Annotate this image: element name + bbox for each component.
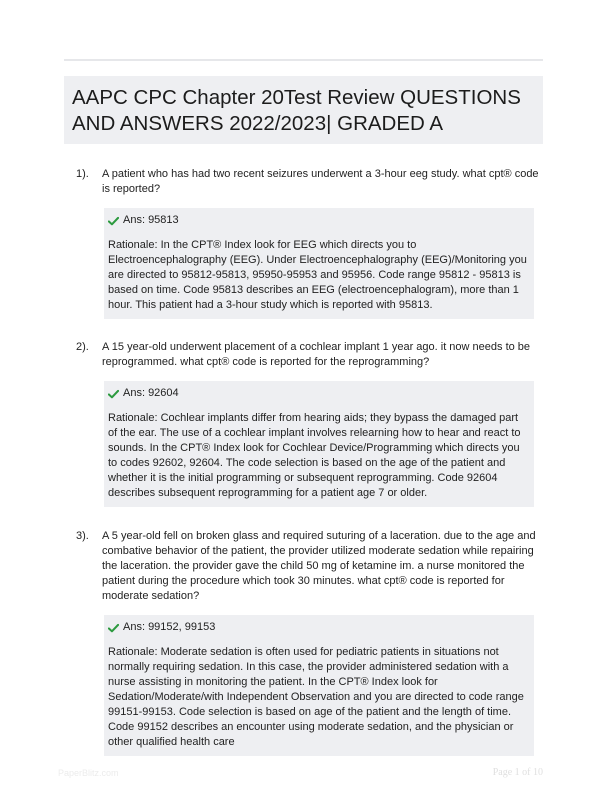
- answer-text: Ans: 92604: [123, 387, 179, 399]
- answer-text: Ans: 95813: [123, 214, 179, 226]
- question-number: 1).: [76, 168, 89, 180]
- rationale-text: Rationale: In the CPT® Index look for EEG which directs you to Electroencephalography (EEG). Under Electroencephalography (EEG)/Monitoring you are directed to 95812-95813, 95950-95953 and 95956. Code range 95812 - 95813 is based on time. Code 95813 describes an EEG (electroencephalogram), more than 1 hour. This patient had a 3-hour study which is reported with 95813.: [108, 239, 527, 311]
- checkmark-icon: [108, 216, 119, 226]
- top-divider: [64, 59, 543, 61]
- answer-line: [108, 213, 529, 228]
- question-text: A patient who has had two recent seizures underwent a 3-hour eeg study. what cpt® code is reported?: [102, 168, 539, 195]
- title-banner: [64, 76, 543, 144]
- question-text: A 15 year-old underwent placement of a cochlear implant 1 year ago. it now needs to be reprogrammed. what cpt® code is reported for the reprogramming?: [102, 341, 531, 368]
- answer-text: Ans: 99152, 99153: [123, 621, 216, 633]
- checkmark-icon: [108, 623, 119, 633]
- document-title: AAPC CPC Chapter 20Test Review QUESTIONS AND ANSWERS 2022/2023| GRADED A: [72, 86, 521, 135]
- answer-line: [108, 620, 529, 635]
- question-number: 2).: [76, 341, 89, 353]
- answer-box: [104, 208, 534, 319]
- rationale-text: Rationale: Moderate sedation is often used for pediatric patients in situations not normally requiring sedation. In this case, the provider administered sedation with a nurse assisting in monitoring the patient. In the CPT® Index look for Sedation/Moderate/with Independent Observation and you are directed to code range 99151-99153. Code selection is based on age of the patient and the length of time. Code 99152 describes an encounter using moderate sedation, and the physician or other qualified health care: [108, 646, 524, 748]
- question-item: [76, 529, 543, 756]
- footer-watermark: PaperBlitz.com: [58, 768, 119, 778]
- answer-box: [104, 615, 534, 756]
- question-text: A 5 year-old fell on broken glass and required suturing of a laceration. due to the age and combative behavior of the patient, the provider utilized moderate sedation while repairing the laceration. the provider gave the child 50 mg of ketamine im. a nurse monitored the patient during the procedure which took 30 minutes. what cpt® code is reported for moderate sedation?: [102, 530, 536, 602]
- question-item: [76, 167, 543, 319]
- question-item: [76, 340, 543, 507]
- answer-box: [104, 381, 534, 507]
- rationale-text: Rationale: Cochlear implants differ from hearing aids; they bypass the damaged part of the ear. The use of a cochlear implant involves relearning how to hear and react to sounds. In the CPT® Index look for Cochlear Device/Programming which directs you to codes 92602, 92604. The code selection is based on the age of the patient and whether it is the initial programming or subsequent reprogramming. Code 92604 describes subsequent reprogramming for a patient age 7 or older.: [108, 412, 521, 499]
- answer-line: [108, 386, 529, 401]
- page-indicator: Page 1 of 10: [492, 767, 543, 778]
- checkmark-icon: [108, 389, 119, 399]
- question-number: 3).: [76, 530, 89, 542]
